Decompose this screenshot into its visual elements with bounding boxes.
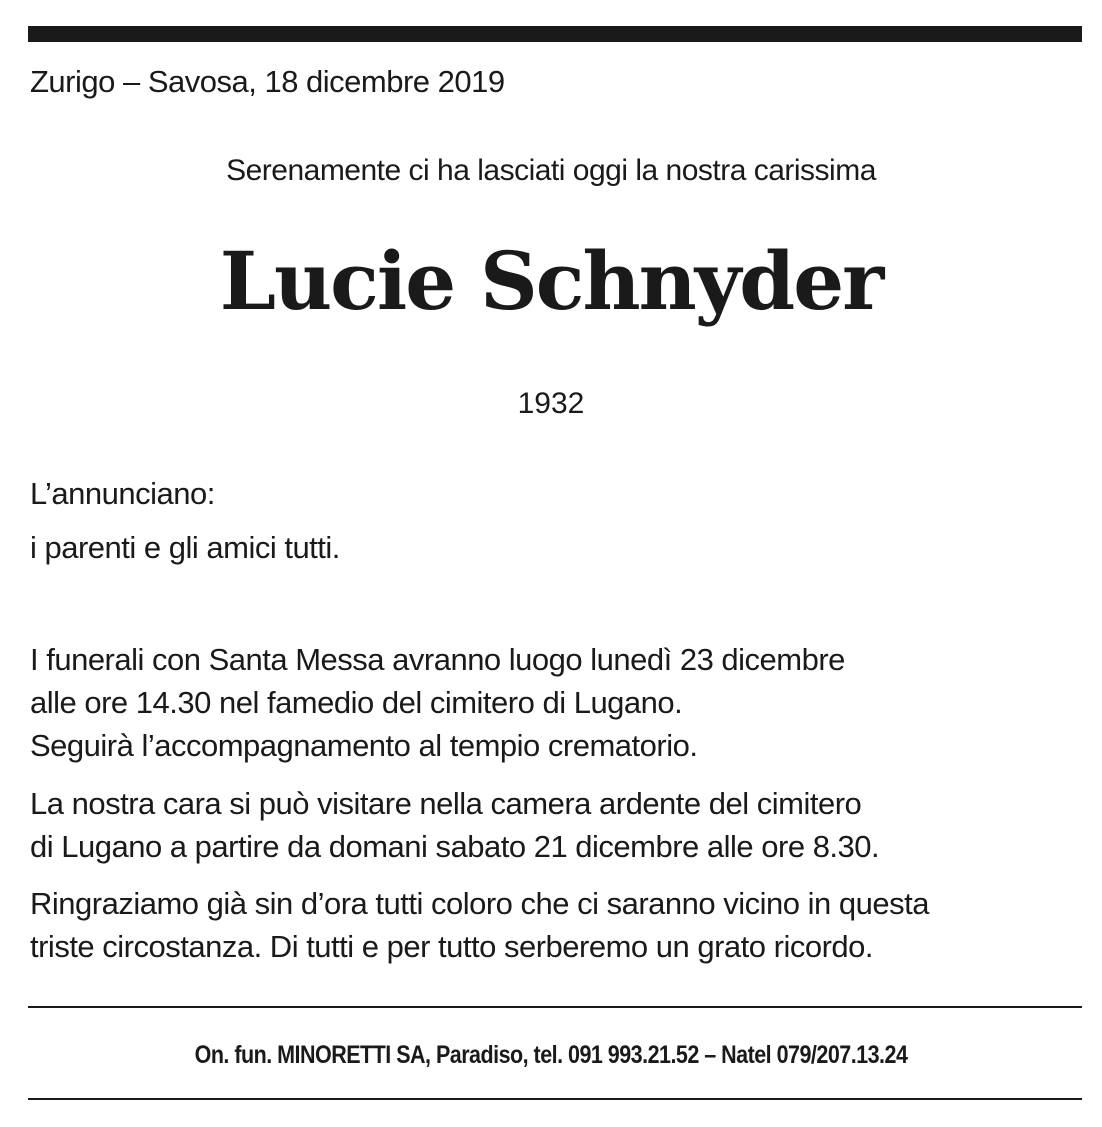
announce-label: L’annunciano: bbox=[30, 476, 215, 511]
funeral-home-footer: On. fun. MINORETTI SA, Paradiso, tel. 091 993.21.52 – Natel 079/207.13.24 bbox=[194, 1041, 908, 1069]
top-rule bbox=[28, 26, 1082, 42]
intro-text: Serenamente ci ha lasciati oggi la nostra carissima bbox=[226, 154, 876, 187]
paragraph-line: I funerali con Santa Messa avranno luogo lunedì 23 dicembre bbox=[30, 642, 845, 677]
paragraph-line: di Lugano a partire da domani sabato 21 dicembre alle ore 8.30. bbox=[30, 829, 880, 864]
paragraph-line: La nostra cara si può visitare nella camera ardente del cimitero bbox=[30, 786, 862, 821]
paragraph-line: triste circostanza. Di tutti e per tutto serberemo un grato ricordo. bbox=[30, 929, 873, 964]
footer-top-rule bbox=[28, 1006, 1082, 1008]
paragraph-line: Seguirà l’accompagnamento al tempio crematorio. bbox=[30, 728, 698, 763]
footer-bottom-rule bbox=[28, 1098, 1082, 1100]
announce-who: i parenti e gli amici tutti. bbox=[30, 530, 340, 565]
paragraph-line: alle ore 14.30 nel famedio del cimitero di Lugano. bbox=[30, 685, 683, 720]
paragraph-line: Ringraziamo già sin d’ora tutti coloro che ci saranno vicino in questa bbox=[30, 886, 929, 921]
funeral-paragraph bbox=[30, 638, 845, 767]
deceased-name: Lucie Schnyder bbox=[219, 234, 883, 328]
dateline: Zurigo – Savosa, 18 dicembre 2019 bbox=[30, 64, 505, 99]
visitation-paragraph bbox=[30, 782, 879, 868]
thanks-paragraph bbox=[30, 882, 929, 968]
birth-year: 1932 bbox=[517, 387, 585, 420]
